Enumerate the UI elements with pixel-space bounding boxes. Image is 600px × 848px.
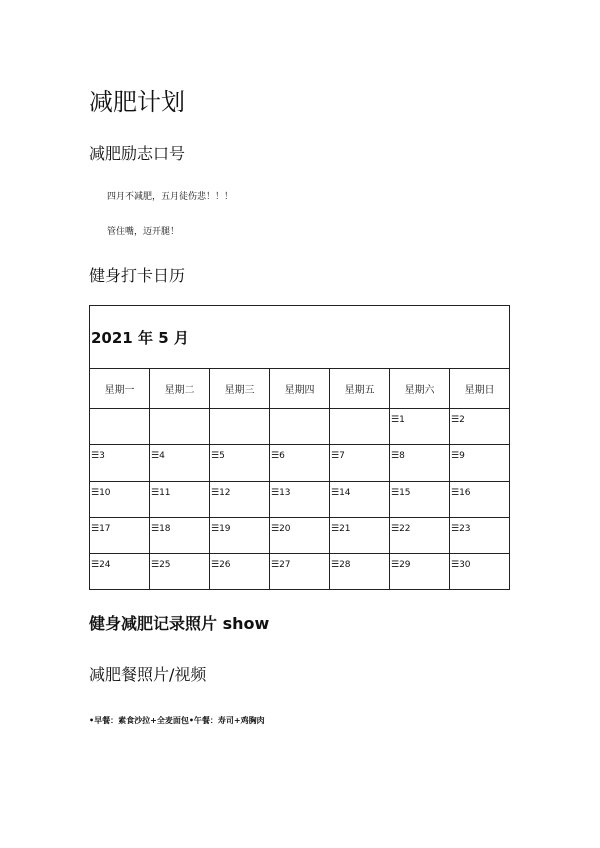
calendar-day-number: 30 bbox=[459, 559, 471, 570]
checkbox-icon[interactable]: ☰ bbox=[91, 523, 100, 534]
calendar-day-number: 1 bbox=[399, 415, 405, 426]
calendar-day bbox=[450, 445, 509, 461]
calendar-day-cell[interactable] bbox=[150, 481, 210, 517]
calendar-week-row bbox=[90, 553, 510, 589]
checkbox-icon[interactable]: ☰ bbox=[331, 523, 340, 534]
checkbox-icon[interactable]: ☰ bbox=[451, 559, 460, 570]
calendar-day bbox=[210, 482, 269, 498]
weekday-header: 星期二 bbox=[150, 369, 210, 409]
calendar-day-number: 2 bbox=[459, 415, 465, 426]
calendar-day-number: 15 bbox=[399, 487, 411, 498]
calendar-day-cell[interactable] bbox=[90, 445, 150, 481]
calendar-day-cell[interactable] bbox=[330, 481, 390, 517]
weekday-header: 星期五 bbox=[330, 369, 390, 409]
weekday-header: 星期三 bbox=[210, 369, 270, 409]
calendar-day bbox=[90, 445, 149, 461]
calendar-day bbox=[210, 554, 269, 570]
calendar-day-number: 13 bbox=[279, 487, 291, 498]
calendar-day-cell[interactable] bbox=[450, 553, 510, 589]
calendar-week-row bbox=[90, 517, 510, 553]
calendar-day-cell[interactable] bbox=[390, 517, 450, 553]
calendar-day-number: 28 bbox=[339, 559, 351, 570]
slogan-heading: 减肥励志口号 bbox=[89, 144, 186, 163]
meal-text: •早餐：素食沙拉+全麦面包•午餐：寿司+鸡胸肉 bbox=[89, 716, 265, 725]
calendar-day-cell[interactable] bbox=[270, 553, 330, 589]
calendar-day-cell[interactable] bbox=[390, 481, 450, 517]
calendar-day bbox=[450, 554, 509, 570]
checkbox-icon[interactable]: ☰ bbox=[91, 559, 100, 570]
weekday-header: 星期日 bbox=[450, 369, 510, 409]
checkbox-icon[interactable]: ☰ bbox=[211, 559, 220, 570]
calendar-day-cell bbox=[270, 409, 330, 445]
calendar-day-cell[interactable] bbox=[390, 553, 450, 589]
calendar-day-cell[interactable] bbox=[390, 445, 450, 481]
calendar-day bbox=[270, 445, 329, 461]
checkbox-icon[interactable]: ☰ bbox=[331, 451, 340, 462]
calendar-day-cell[interactable] bbox=[210, 481, 270, 517]
calendar-day-cell bbox=[150, 409, 210, 445]
checkbox-icon[interactable]: ☰ bbox=[271, 451, 280, 462]
checkbox-icon[interactable]: ☰ bbox=[151, 451, 160, 462]
checkbox-icon[interactable]: ☰ bbox=[211, 523, 220, 534]
calendar-day bbox=[390, 409, 449, 425]
calendar-day-number: 9 bbox=[459, 451, 465, 462]
calendar-day bbox=[450, 409, 509, 425]
calendar-day-number: 29 bbox=[399, 559, 411, 570]
checkbox-icon[interactable]: ☰ bbox=[91, 487, 100, 498]
checkbox-icon[interactable]: ☰ bbox=[451, 451, 460, 462]
calendar-day-number: 25 bbox=[159, 559, 171, 570]
calendar-day bbox=[270, 482, 329, 498]
weekday-header: 星期四 bbox=[270, 369, 330, 409]
calendar-day-cell[interactable] bbox=[330, 517, 390, 553]
calendar-day bbox=[90, 518, 149, 534]
calendar-day-cell[interactable] bbox=[150, 553, 210, 589]
checkbox-icon[interactable]: ☰ bbox=[151, 487, 160, 498]
checkbox-icon[interactable]: ☰ bbox=[391, 559, 400, 570]
calendar-day-number: 20 bbox=[279, 523, 291, 534]
calendar-day-number: 26 bbox=[219, 559, 231, 570]
calendar-day-cell[interactable] bbox=[450, 409, 510, 445]
calendar-day-cell[interactable] bbox=[270, 517, 330, 553]
checkin-calendar bbox=[89, 305, 510, 590]
calendar-day bbox=[330, 445, 389, 461]
calendar-day bbox=[390, 554, 449, 570]
calendar-day-cell[interactable] bbox=[390, 409, 450, 445]
checkbox-icon[interactable]: ☰ bbox=[331, 559, 340, 570]
calendar-day bbox=[150, 445, 209, 461]
meal-heading: 减肥餐照片/视频 bbox=[89, 665, 207, 684]
calendar-day-cell[interactable] bbox=[450, 481, 510, 517]
checkbox-icon[interactable]: ☰ bbox=[451, 415, 460, 426]
calendar-day bbox=[90, 482, 149, 498]
calendar-day-number: 14 bbox=[339, 487, 351, 498]
calendar-day-number: 8 bbox=[399, 451, 405, 462]
calendar-day-number: 24 bbox=[99, 559, 111, 570]
calendar-day bbox=[390, 445, 449, 461]
checkbox-icon[interactable]: ☰ bbox=[91, 451, 100, 462]
calendar-day-cell[interactable] bbox=[330, 445, 390, 481]
checkbox-icon[interactable]: ☰ bbox=[211, 487, 220, 498]
checkbox-icon[interactable]: ☰ bbox=[211, 451, 220, 462]
slogan-line: 管住嘴，迈开腿！ bbox=[107, 227, 180, 237]
calendar-day bbox=[270, 554, 329, 570]
photos-heading: 健身减肥记录照片 show bbox=[89, 614, 270, 633]
calendar-week-row bbox=[90, 481, 510, 517]
checkbox-icon[interactable]: ☰ bbox=[391, 415, 400, 426]
calendar-day-number: 3 bbox=[99, 451, 105, 462]
calendar-week-row bbox=[90, 445, 510, 481]
weekday-header: 星期一 bbox=[90, 369, 150, 409]
calendar-day bbox=[330, 482, 389, 498]
calendar-day bbox=[210, 445, 269, 461]
calendar-day-cell bbox=[90, 409, 150, 445]
calendar-day bbox=[450, 482, 509, 498]
calendar-day-number: 17 bbox=[99, 523, 111, 534]
calendar-day-number: 7 bbox=[339, 451, 345, 462]
calendar-day bbox=[210, 518, 269, 534]
calendar-day-number: 27 bbox=[279, 559, 291, 570]
checkbox-icon[interactable]: ☰ bbox=[391, 487, 400, 498]
calendar-day-number: 18 bbox=[159, 523, 171, 534]
checkbox-icon[interactable]: ☰ bbox=[391, 451, 400, 462]
calendar-day bbox=[390, 482, 449, 498]
checkbox-icon[interactable]: ☰ bbox=[151, 559, 160, 570]
calendar-day-cell[interactable] bbox=[270, 481, 330, 517]
calendar-day bbox=[450, 518, 509, 534]
calendar-day-number: 6 bbox=[279, 451, 285, 462]
checkbox-icon[interactable]: ☰ bbox=[451, 487, 460, 498]
calendar-day-number: 22 bbox=[399, 523, 411, 534]
calendar-day-cell[interactable] bbox=[90, 553, 150, 589]
calendar-day-cell bbox=[330, 409, 390, 445]
calendar-day-cell[interactable] bbox=[150, 517, 210, 553]
checkbox-icon[interactable]: ☰ bbox=[331, 487, 340, 498]
calendar-day-cell[interactable] bbox=[330, 553, 390, 589]
checkbox-icon[interactable]: ☰ bbox=[271, 559, 280, 570]
calendar-day-number: 23 bbox=[459, 523, 471, 534]
page-title: 减肥计划 bbox=[89, 88, 185, 116]
calendar-day-cell[interactable] bbox=[210, 445, 270, 481]
calendar-day-cell[interactable] bbox=[210, 517, 270, 553]
calendar-day bbox=[330, 554, 389, 570]
calendar-week-row bbox=[90, 409, 510, 445]
calendar-day bbox=[150, 518, 209, 534]
calendar-day-cell[interactable] bbox=[450, 517, 510, 553]
calendar-day-number: 4 bbox=[159, 451, 165, 462]
checkbox-icon[interactable]: ☰ bbox=[451, 523, 460, 534]
calendar-day-number: 5 bbox=[219, 451, 225, 462]
calendar-day-cell[interactable] bbox=[210, 553, 270, 589]
calendar-day bbox=[150, 482, 209, 498]
calendar-day-cell[interactable] bbox=[90, 481, 150, 517]
calendar-day bbox=[390, 518, 449, 534]
calendar-day bbox=[330, 518, 389, 534]
calendar-day-number: 19 bbox=[219, 523, 231, 534]
calendar-day-cell[interactable] bbox=[270, 445, 330, 481]
calendar-day-number: 10 bbox=[99, 487, 111, 498]
calendar-day-number: 11 bbox=[159, 487, 171, 498]
slogan-line: 四月不减肥，五月徒伤悲！！！ bbox=[107, 192, 234, 202]
calendar-day-number: 12 bbox=[219, 487, 231, 498]
calendar-day-cell[interactable] bbox=[450, 445, 510, 481]
calendar-day-number: 16 bbox=[459, 487, 471, 498]
calendar-day bbox=[90, 554, 149, 570]
checkbox-icon[interactable]: ☰ bbox=[391, 523, 400, 534]
calendar-day-cell[interactable] bbox=[90, 517, 150, 553]
weekday-header: 星期六 bbox=[390, 369, 450, 409]
checkbox-icon[interactable]: ☰ bbox=[271, 523, 280, 534]
calendar-heading: 健身打卡日历 bbox=[89, 266, 186, 285]
checkbox-icon[interactable]: ☰ bbox=[271, 487, 280, 498]
calendar-day-number: 21 bbox=[339, 523, 351, 534]
calendar-month-label: 2021 年 5 月 bbox=[90, 306, 510, 369]
calendar-day-cell[interactable] bbox=[150, 445, 210, 481]
checkbox-icon[interactable]: ☰ bbox=[151, 523, 160, 534]
calendar-day bbox=[150, 554, 209, 570]
calendar-day bbox=[270, 518, 329, 534]
calendar-day-cell bbox=[210, 409, 270, 445]
